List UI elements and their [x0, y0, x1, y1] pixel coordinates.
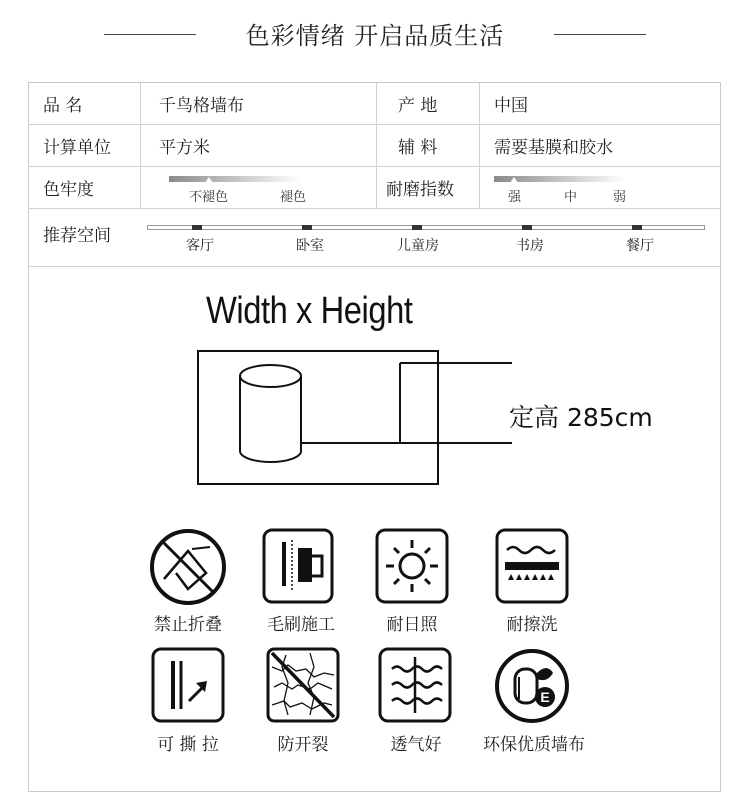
svg-text:E: E — [540, 689, 550, 705]
spec-label-name: 品 名 — [43, 96, 83, 116]
space-room-label: 客厅 — [186, 238, 214, 254]
spec-row-fastness — [29, 166, 720, 209]
spec-label-accessory: 辅 料 — [398, 137, 438, 158]
spec-row-name — [29, 83, 720, 125]
space-tick — [632, 225, 642, 230]
header-title: 色彩情绪 开启品质生活 — [245, 22, 505, 50]
spec-value-name: 千鸟格墙布 — [159, 96, 244, 116]
brush-apply-icon — [262, 528, 334, 608]
space-room-label: 餐厅 — [626, 238, 654, 254]
fastness-level-label: 褪色 — [280, 190, 307, 205]
eco-e-icon — [493, 647, 571, 729]
space-room-label: 儿童房 — [397, 238, 439, 254]
feature-label: 透气好 — [390, 735, 442, 755]
abrasion-scale-marker — [510, 177, 518, 183]
feature-label: 环保优质墙布 — [483, 735, 585, 755]
space-tick — [522, 225, 532, 230]
spec-label-space: 推荐空间 — [43, 225, 111, 246]
spec-label-unit: 计算单位 — [43, 137, 111, 158]
dimension-title: Width x Height — [206, 290, 413, 332]
sun-resistant-icon — [375, 528, 449, 608]
fastness-scale-bar — [169, 176, 301, 182]
crack-proof-icon — [266, 647, 340, 727]
feature-label: 防开裂 — [277, 735, 329, 755]
feature-label: 可 撕 拉 — [157, 735, 219, 755]
breathable-icon — [378, 647, 452, 727]
fixed-height-label: 定高 285cm — [509, 403, 653, 432]
peelable-icon — [151, 647, 225, 727]
space-tick — [412, 225, 422, 230]
feature-label: 毛刷施工 — [267, 615, 335, 635]
abrasion-level-label: 强 — [508, 190, 522, 205]
spec-row-space — [29, 208, 720, 267]
wallpaper-roll-diagram — [195, 348, 515, 488]
feature-label: 耐日照 — [386, 615, 438, 635]
space-room-label: 卧室 — [296, 238, 324, 254]
spec-row-unit — [29, 124, 720, 167]
spec-label-abrasion: 耐磨指数 — [386, 179, 454, 200]
fastness-level-label: 不褪色 — [189, 190, 229, 205]
space-room-label: 书房 — [516, 238, 544, 254]
header-right-rule — [554, 34, 646, 35]
spec-label-origin: 产 地 — [398, 96, 438, 116]
spec-label-fastness: 色牢度 — [43, 179, 94, 200]
space-tick — [302, 225, 312, 230]
feature-label: 耐擦洗 — [506, 615, 558, 635]
space-track — [147, 225, 705, 230]
fastness-scale-marker — [205, 177, 213, 183]
abrasion-level-label: 弱 — [613, 190, 627, 205]
scrub-resistant-icon — [495, 528, 569, 608]
page-header — [0, 0, 750, 70]
no-fold-icon — [148, 527, 228, 611]
spec-value-accessory: 需要基膜和胶水 — [494, 137, 613, 158]
spec-value-unit: 平方米 — [159, 137, 210, 158]
space-tick — [192, 225, 202, 230]
spec-value-origin: 中国 — [494, 96, 528, 116]
abrasion-level-label: 中 — [564, 190, 578, 205]
feature-label: 禁止折叠 — [154, 615, 222, 635]
